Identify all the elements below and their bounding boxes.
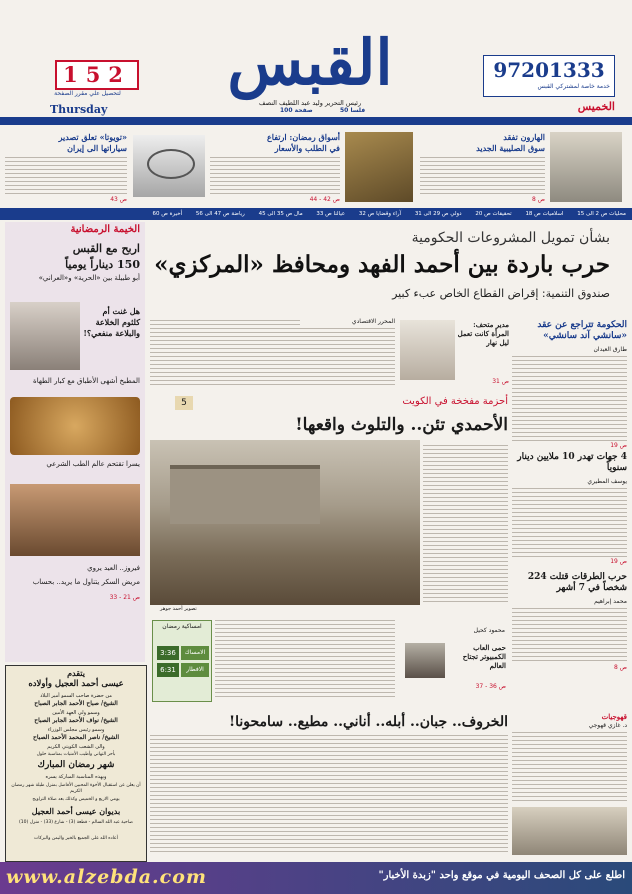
- photo-umm-kulthum: [10, 302, 80, 370]
- lead-body: [150, 320, 300, 388]
- mini-story-title[interactable]: حرب الطرقات قتلت 224 شخصاً في 7 أشهر: [527, 572, 627, 593]
- prayer-title: امساكية رمضان: [162, 623, 202, 630]
- column-author: د. غازي قهوجي: [588, 722, 627, 729]
- top-story-ref: ص 42 - 44: [309, 196, 340, 203]
- fairuz-text: فيروز.. العيد يروي: [87, 564, 140, 572]
- museum-title: مدير متحف: المرأة كانت تعمل ليل نهار: [457, 320, 509, 347]
- imsak-time: 3:36: [157, 646, 179, 660]
- photo-gaming: [405, 643, 445, 678]
- right-column: [512, 318, 627, 678]
- hotline-number: 97201333: [493, 58, 605, 82]
- ad-line3: وسمو رئيس مجلس الوزراء: [47, 727, 105, 733]
- photo-food: [10, 397, 140, 455]
- nav-item[interactable]: محليات ص 2 الى 15: [577, 211, 626, 217]
- price-pages: 100 صفحة: [280, 107, 313, 114]
- day-en: Thursday: [50, 103, 108, 116]
- mini-story-ref: ص 19: [610, 442, 627, 449]
- lead-kicker: بشأن تمويل المشروعات الحكومية: [411, 230, 610, 246]
- yousra-text: يسرا تقتحم عالم الطب الشرعي: [46, 460, 140, 468]
- left-sidebar: [5, 222, 145, 662]
- food-text: المطبخ أشهى الأطباق مع كبار الطهاة: [33, 377, 140, 385]
- column-body: [512, 732, 627, 802]
- ahmadi-photo-caption: تصوير أحمد جوهر: [160, 606, 197, 612]
- top-story-1[interactable]: [420, 127, 626, 207]
- top-stories-row: [0, 127, 632, 207]
- toyota-logo-icon: [147, 149, 195, 179]
- nav-item[interactable]: أخيرة ص 60: [152, 211, 183, 217]
- sheep-body: [150, 735, 508, 855]
- nav-item[interactable]: رياضة ص 47 الى 56: [195, 211, 245, 217]
- ad-diwan: بديوان عيسى أحمد العجيل: [31, 806, 121, 816]
- hotline-caption: خدمة خاصة لمشتركي القبس: [537, 83, 610, 90]
- watermark-bar: [0, 862, 632, 894]
- mini-story-body: [512, 356, 627, 441]
- issue-caption: لتحصيل علي مقرر الصفحة: [54, 90, 121, 97]
- gaming-title[interactable]: حمى العاب الكمبيوتر تجتاح العالم: [462, 643, 506, 670]
- greeting-ad: [5, 665, 147, 862]
- ad-line1: من حضرة صاحب السمو أمير البلاد: [40, 693, 112, 699]
- photo-sheep: [512, 807, 627, 855]
- mini-story-ref: ص 8: [614, 664, 627, 671]
- mini-story-body: [512, 488, 627, 558]
- mini-story-title[interactable]: 4 جهات تهدر 10 ملايين دينار سنوياً: [517, 452, 627, 473]
- ad-line8: يومي الاربع و الخميس وكذلك بعد صلاة التراويح: [32, 797, 120, 802]
- ahmadi-photo: [150, 440, 420, 605]
- photo-emir: [550, 132, 622, 202]
- photo-toyota: [133, 135, 205, 197]
- top-story-title: أسواق رمضان: ارتفاع: [267, 132, 340, 142]
- sidebar-ref: ص 21 - 33: [109, 594, 140, 601]
- top-story-ref: ص 8: [532, 196, 545, 203]
- day-ar: الخميس: [577, 100, 615, 113]
- middle-lower: [150, 615, 508, 705]
- ruined-house: [170, 465, 320, 524]
- column-box: [512, 712, 627, 857]
- photo-yousra: [10, 484, 140, 556]
- ad-closing: أعاده الله على الجميع بالخير واليمن والبركات: [34, 836, 118, 841]
- mini-story-body: [512, 608, 627, 663]
- top-story-subtitle: سوق الصليبية الجديد: [476, 143, 545, 153]
- watermark-tagline: اطلع على كل الصحف اليومية في موقع واحد "زبدة الأخبار": [378, 870, 625, 881]
- ahmadi-page-num: 5: [175, 396, 193, 410]
- top-story-subtitle: سياراتها الى إيران: [67, 143, 127, 153]
- imsak-label: الامساك: [181, 646, 209, 660]
- lead-byline: المحرر الاقتصادي: [351, 318, 395, 325]
- masthead: [0, 0, 632, 126]
- prize-amount: 150 ديناراً يومياً: [65, 258, 140, 271]
- ad-intro: يتقدم: [67, 668, 85, 678]
- ahmadi-kicker: أحزمة مفخخة في الكويت: [402, 396, 508, 407]
- photo-old-man: [400, 320, 455, 380]
- top-story-body: [420, 157, 545, 195]
- nav-item[interactable]: دولي ص 29 الى 31: [414, 211, 462, 217]
- museum-story[interactable]: [400, 318, 510, 388]
- quote-umm-kulthum: هل غنت أم كلثوم الخلاعة والبلاعة منفعي؟!: [83, 306, 140, 338]
- price-fils: 50 فلسا: [340, 107, 366, 114]
- lead-subhead: صندوق التنمية: إقراض القطاع الخاص عبء كبير: [392, 287, 610, 300]
- lead-headline[interactable]: حرب باردة بين أحمد الفهد ومحافظ «المركزي»: [154, 251, 610, 278]
- lead-body-2: [300, 328, 395, 388]
- ad-line6: وبهذه المناسبة المباركة يسره: [45, 774, 107, 780]
- top-story-title: الهارون تفقد: [503, 132, 545, 142]
- top-story-title: «تويوتا» تعلق تصدير: [58, 132, 127, 142]
- editor-line: رئيس التحرير وليد عبد اللطيف النصف: [258, 99, 362, 107]
- issue-badge: [25, 60, 150, 100]
- date-strip: [0, 117, 632, 125]
- top-story-subtitle: في الطلب والأسعار: [274, 143, 340, 153]
- issue-number: 152: [55, 60, 139, 90]
- newspaper-logo: القبس: [227, 26, 393, 99]
- section-nav: [0, 208, 632, 220]
- ad-line5: بأحر التهاني وأطيب الأمنيات بمناسبة حلول: [36, 752, 116, 757]
- iftar-time: 6:31: [157, 663, 179, 677]
- top-story-2[interactable]: [210, 127, 415, 207]
- ad-line4: والى الشعب الكويتي الكريم: [47, 744, 105, 750]
- ahmadi-body: [423, 445, 508, 605]
- ad-line2: وسمو ولي العهد الأمين: [52, 710, 100, 716]
- prize-title: اربح مع القبس: [72, 242, 140, 255]
- nav-item[interactable]: اسلاميات ص 18: [525, 211, 564, 217]
- gaming-byline: محمود كحيل: [473, 627, 505, 634]
- mini-story-byline: طارق العيدان: [593, 346, 627, 353]
- iftar-label: الافطار: [181, 663, 209, 677]
- gaming-ref: ص 36 - 37: [475, 683, 506, 690]
- nav-item[interactable]: تحقيقات ص 20: [475, 211, 512, 217]
- top-story-3[interactable]: [5, 127, 205, 207]
- mini-story-byline: محمد إبراهيم: [594, 598, 627, 605]
- ad-address: ضاحية عبد الله السالم - قطعة (3) - شارع (33) - منزل (10): [19, 820, 133, 825]
- ad-month: شهر رمضان المبارك: [37, 760, 115, 770]
- mini-story-ref: ص 19: [610, 558, 627, 565]
- hotline-box: [483, 55, 615, 97]
- nav-item[interactable]: آراء وقضايا ص 32: [358, 211, 402, 217]
- column-title: قهوجيات: [601, 712, 627, 721]
- watermark-site[interactable]: www.alzebda.com: [6, 866, 208, 888]
- ad-line7: أن يعلن عن استقبال الأخوة المحبين الأفاضل بمنزل طيلة شهر رمضان الكريم: [11, 783, 141, 794]
- ad-name3: الشيخ/ ناصر المحمد الأحمد الصباح: [32, 734, 120, 741]
- middle-body: [215, 620, 395, 700]
- ad-name1: الشيخ/ صباح الأحمد الجابر الصباح: [34, 700, 118, 707]
- ahmadi-headline[interactable]: الأحمدي تئن.. والتلوث واقعها!: [295, 415, 508, 435]
- nav-item[interactable]: مال ص 35 الى 45: [258, 211, 303, 217]
- mini-story-byline: يوسف المطيري: [587, 478, 627, 485]
- photo-market: [345, 132, 413, 202]
- mini-story-title[interactable]: الحكومة تتراجع عن عقد «سانشي آند سانشي»: [537, 320, 627, 341]
- sheep-headline[interactable]: الخروف.. جبان.. أبله.. أناني.. مطيع.. سامحونا!: [228, 714, 508, 730]
- museum-ref: ص 31: [492, 378, 509, 385]
- ad-company: عيسى أحمد العجيل وأولاده: [28, 679, 124, 689]
- prize-text: أبو طبيلة بين «الحرية» و«العراني»: [38, 274, 140, 282]
- sugar-text: مريض السكر يتناول ما يريد.. بحساب: [32, 578, 140, 586]
- ramadan-tent-title: الخيمة الرمضانية: [70, 224, 140, 235]
- top-story-body: [210, 157, 340, 195]
- top-story-ref: ص 43: [110, 196, 127, 203]
- prayer-times: [152, 620, 212, 702]
- ad-name2: الشيخ/ نواف الأحمد الجابر الصباح: [34, 717, 118, 724]
- top-story-body: [5, 157, 127, 195]
- nav-item[interactable]: عيالنا ص 33: [316, 211, 346, 217]
